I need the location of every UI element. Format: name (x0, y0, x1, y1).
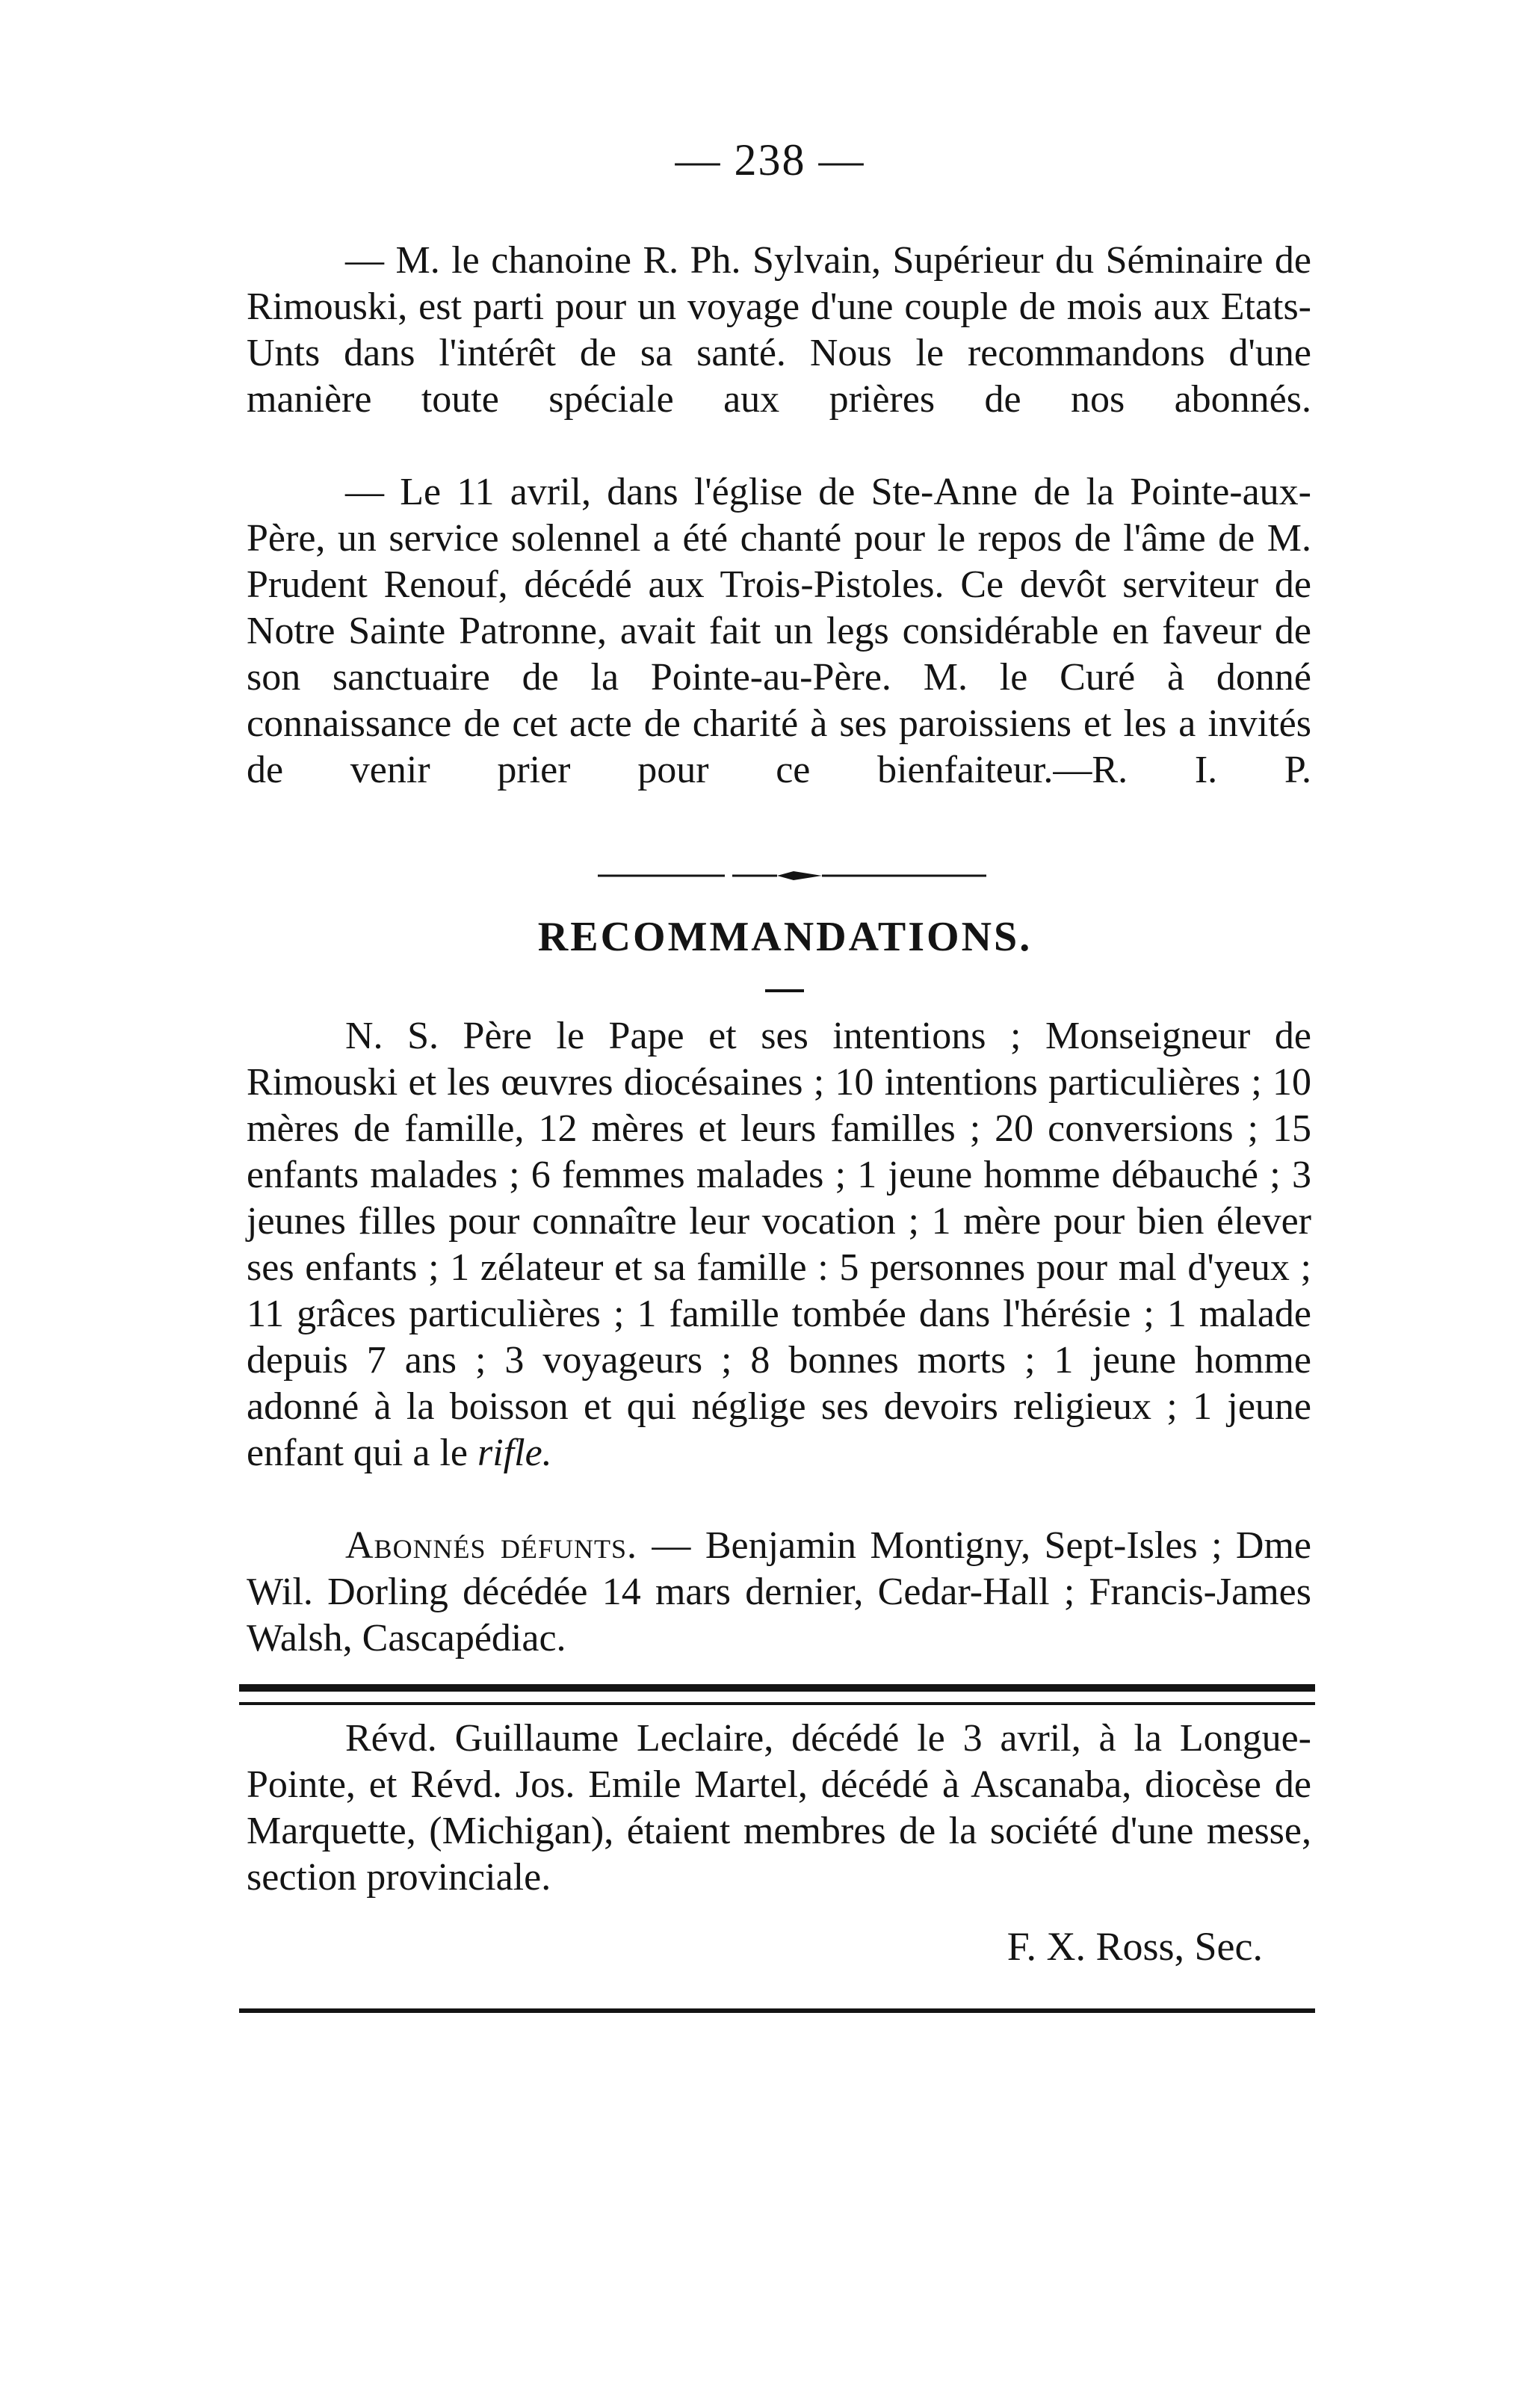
bottom-divider (239, 2008, 1315, 2013)
recommendations-italic: rifle. (477, 1432, 552, 1474)
thick-divider (239, 1684, 1315, 1692)
signature: F. X. Ross, Sec. (1006, 1924, 1263, 1969)
paragraph-sylvain (247, 238, 1311, 423)
society-notice (247, 1716, 1311, 1901)
thin-divider (239, 1702, 1315, 1705)
page-number: — 238 — (675, 135, 865, 185)
paragraph-sylvain-text: — M. le chanoine R. Ph. Sylvain, Supérieur du Séminaire de Rimouski, est parti pour un voyage d'une couple de mois aux Etats-Unts dans l'intérêt de sa santé. Nous le recommandons d'une manière toute spéciale aux prières de nos abonnés. (247, 239, 1311, 421)
deceased-text: Benjamin Montigny, Sept-Isles ; Dme Wil. Dorling décédée 14 mars dernier, Cedar-Hall ; Francis-James Walsh, Cascapédiac. (247, 1524, 1312, 1660)
paragraph-renouf (247, 469, 1311, 794)
deceased-label: Abonnés défunts. — (345, 1524, 692, 1567)
society-notice-text: Révd. Guillaume Leclaire, décédé le 3 avril, à la Longue-Pointe, et Révd. Jos. Emile Martel, décédé à Ascanaba, diocèse de Marquette, (Michigan), étaient membres de la société d'une messe, section provinciale. (247, 1717, 1311, 1899)
recommendations-list (247, 1013, 1311, 1476)
section-rule (765, 989, 804, 992)
recommendations-text: N. S. Père le Pape et ses intentions ; Monseigneur de Rimouski et les œuvres diocésaines ; 10 intentions particulières ; 10 mères de famille, 12 mères et leurs familles ; 20 conversions ; 15 enfants malades ; 6 femmes malades ; 1 jeune homme débauché ; 3 jeunes filles pour connaître leur vocation ; 1 mère pour bien élever ses enfants ; 1 zélateur et sa famille : 5 personnes pour mal d'yeux ; 11 grâces particulières ; 1 famille tombée dans l'hérésie ; 1 malade depuis 7 ans ; 3 voyageurs ; 8 bonnes morts ; 1 jeune homme adonné à la boisson et qui néglige ses devoirs religieux ; 1 jeune enfant qui a le (247, 1015, 1311, 1474)
section-title: RECOMMANDATIONS. (537, 914, 1033, 960)
paragraph-renouf-text: — Le 11 avril, dans l'église de Ste-Anne de la Pointe-aux-Père, un service solennel a été chanté pour le repos de l'âme de M. Prudent Renouf, décédé aux Trois-Pistoles. Ce devôt serviteur de Notre Sainte Patronne, avait fait un legs considérable en faveur de son sanctuaire de la Pointe-au-Père. M. le Curé à donné connaissance de cet acte de charité à ses paroissiens et les a invités de venir prier pour ce bienfaiteur.—R. I. P. (247, 471, 1311, 791)
ornament-divider (598, 868, 986, 883)
deceased-subscribers (247, 1523, 1311, 1662)
